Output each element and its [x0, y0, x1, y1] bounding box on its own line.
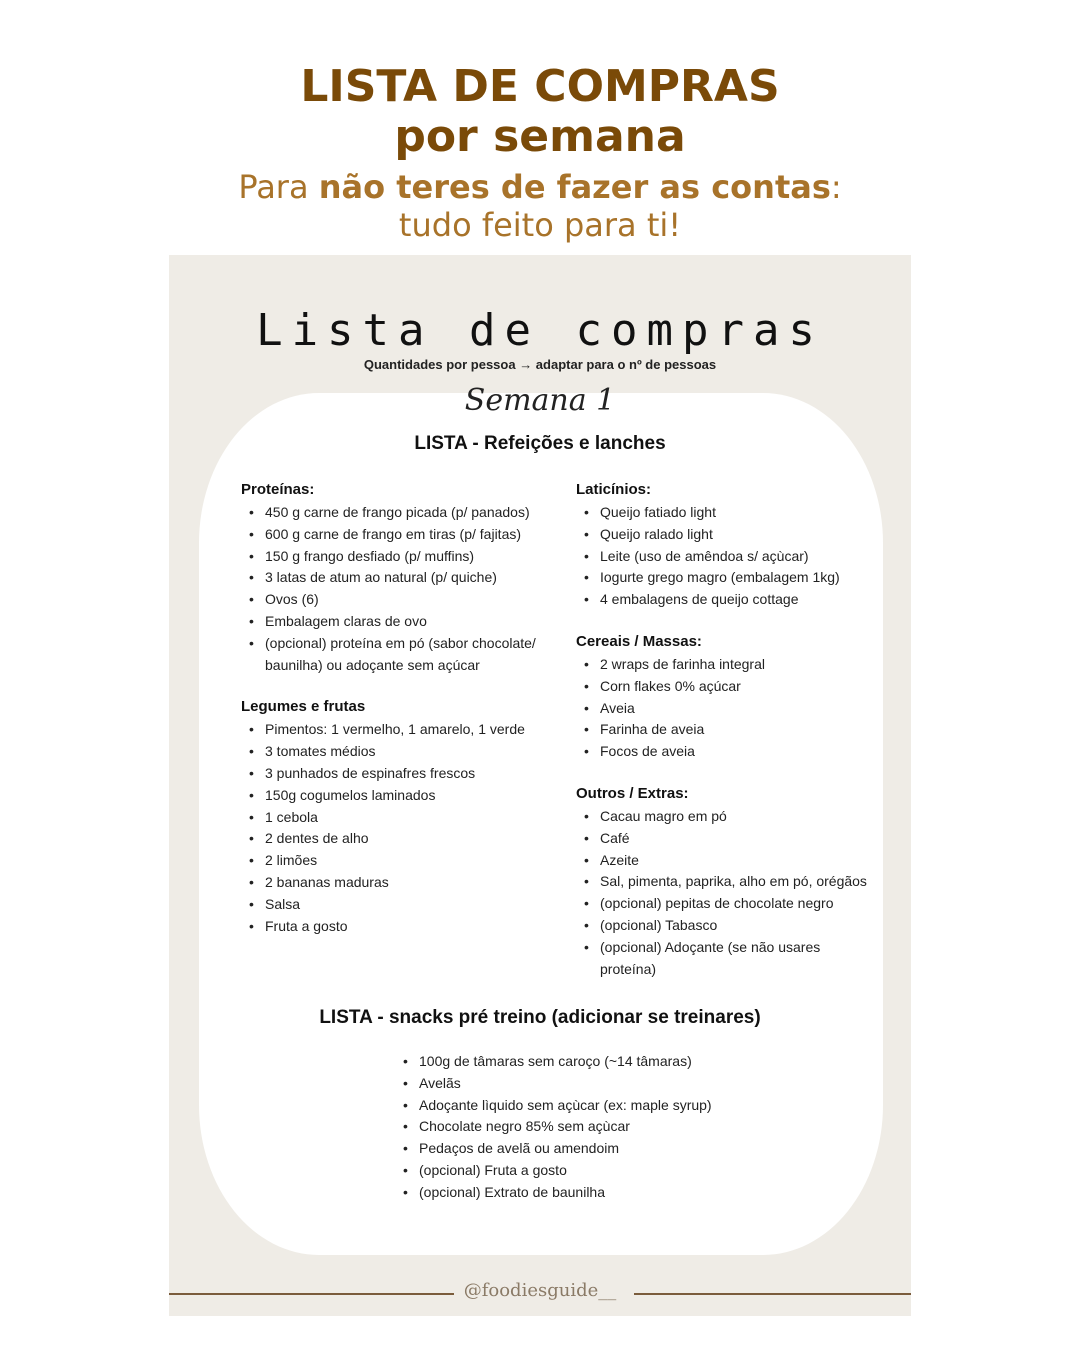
page-subtitle-line2: tudo feito para ti! — [398, 206, 682, 244]
section-heading-snacks: LISTA - snacks pré treino (adicionar se treinares) — [319, 1007, 761, 1028]
list-item: • 4 embalagens de queijo cottage — [576, 589, 876, 611]
page-title-line1: LISTA DE COMPRAS — [300, 61, 780, 112]
item-list — [241, 502, 561, 676]
list-item: • (opcional) Fruta a gosto — [395, 1160, 755, 1182]
list-item: • 600 g carne de frango em tiras (p/ fajitas) — [241, 524, 561, 546]
left-column — [241, 479, 561, 957]
list-item: • 3 punhados de espinafres frescos — [241, 763, 561, 785]
right-column — [576, 479, 876, 1000]
item-list — [576, 654, 876, 763]
list-item: • (opcional) Extrato de baunilha — [395, 1182, 755, 1204]
page-subtitle-line1 — [0, 168, 1080, 206]
item-list — [576, 806, 876, 980]
snacks-column — [395, 1051, 755, 1204]
week-label: Semana 1 — [464, 383, 616, 418]
list-item: • 1 cebola — [241, 807, 561, 829]
section-heading-meals: LISTA - Refeições e lanches — [414, 433, 666, 454]
social-handle-text: @foodiesguide__ — [454, 1280, 627, 1301]
item-group — [576, 479, 876, 611]
list-item: • Leite (uso de amêndoa s/ açùcar) — [576, 546, 876, 568]
list-item: • 2 limões — [241, 850, 561, 872]
list-item: • Fruta a gosto — [241, 916, 561, 938]
subtitle-bold: não teres de fazer as contas — [318, 168, 831, 206]
social-handle — [0, 1280, 1080, 1301]
list-item: • Corn flakes 0% açúcar — [576, 676, 876, 698]
document-title: Lista de compras — [256, 305, 824, 356]
list-item: • Embalagem claras de ovo — [241, 611, 561, 633]
snack-list — [395, 1051, 755, 1204]
list-item: • Queijo ralado light — [576, 524, 876, 546]
list-item: • Avelãs — [395, 1073, 755, 1095]
list-item: • Adoçante lìquido sem açùcar (ex: maple syrup) — [395, 1095, 755, 1117]
group-title: Proteínas: — [241, 481, 315, 498]
list-item: • Queijo fatiado light — [576, 502, 876, 524]
list-item: • Azeite — [576, 850, 876, 872]
list-item: • Farinha de aveia — [576, 719, 876, 741]
list-item: • (opcional) Adoçante (se não usares proteína) — [576, 937, 876, 981]
item-group — [241, 696, 561, 937]
item-group — [576, 783, 876, 980]
list-item: • Aveia — [576, 698, 876, 720]
list-item: • Café — [576, 828, 876, 850]
list-item: • (opcional) proteína em pó (sabor chocolate/ baunilha) ou adoçante sem açúcar — [241, 633, 561, 677]
group-title: Outros / Extras: — [576, 784, 689, 802]
group-title: Cereais / Massas: — [576, 632, 702, 650]
group-title: Laticínios: — [576, 481, 652, 498]
list-item: • 150g cogumelos laminados — [241, 785, 561, 807]
list-item: • (opcional) Tabasco — [576, 915, 876, 937]
list-item: • Pimentos: 1 vermelho, 1 amarelo, 1 verde — [241, 719, 561, 741]
item-group — [576, 631, 876, 763]
list-item: • 3 tomates médios — [241, 741, 561, 763]
list-item: • Salsa — [241, 894, 561, 916]
header — [0, 62, 1080, 244]
list-item: • Sal, pimenta, paprika, alho em pó, orégãos — [576, 871, 876, 893]
shopping-list-card — [169, 255, 911, 1316]
list-item: • 2 dentes de alho — [241, 828, 561, 850]
list-item: • Chocolate negro 85% sem açùcar — [395, 1116, 755, 1138]
list-item: • 450 g carne de frango picada (p/ panados) — [241, 502, 561, 524]
list-item: • 2 bananas maduras — [241, 872, 561, 894]
item-group — [241, 479, 561, 676]
item-list — [241, 719, 561, 937]
list-item: • Cacau magro em pó — [576, 806, 876, 828]
list-item: • (opcional) pepitas de chocolate negro — [576, 893, 876, 915]
list-item: • 100g de tâmaras sem caroço (~14 tâmaras) — [395, 1051, 755, 1073]
document-subtitle: Quantidades por pessoa → adaptar para o nº de pessoas — [363, 357, 717, 372]
subtitle-suffix: : — [830, 168, 842, 206]
list-item: • 150 g frango desfiado (p/ muffins) — [241, 546, 561, 568]
item-list — [576, 502, 876, 611]
list-item: • Ovos (6) — [241, 589, 561, 611]
subtitle-prefix: Para — [238, 168, 319, 206]
group-title: Legumes e frutas — [241, 698, 366, 716]
page-title-line2: por semana — [394, 111, 686, 162]
list-item: • 3 latas de atum ao natural (p/ quiche) — [241, 567, 561, 589]
list-item: • Iogurte grego magro (embalagem 1kg) — [576, 567, 876, 589]
list-item: • Focos de aveia — [576, 741, 876, 763]
list-item: • 2 wraps de farinha integral — [576, 654, 876, 676]
list-item: • Pedaços de avelã ou amendoim — [395, 1138, 755, 1160]
